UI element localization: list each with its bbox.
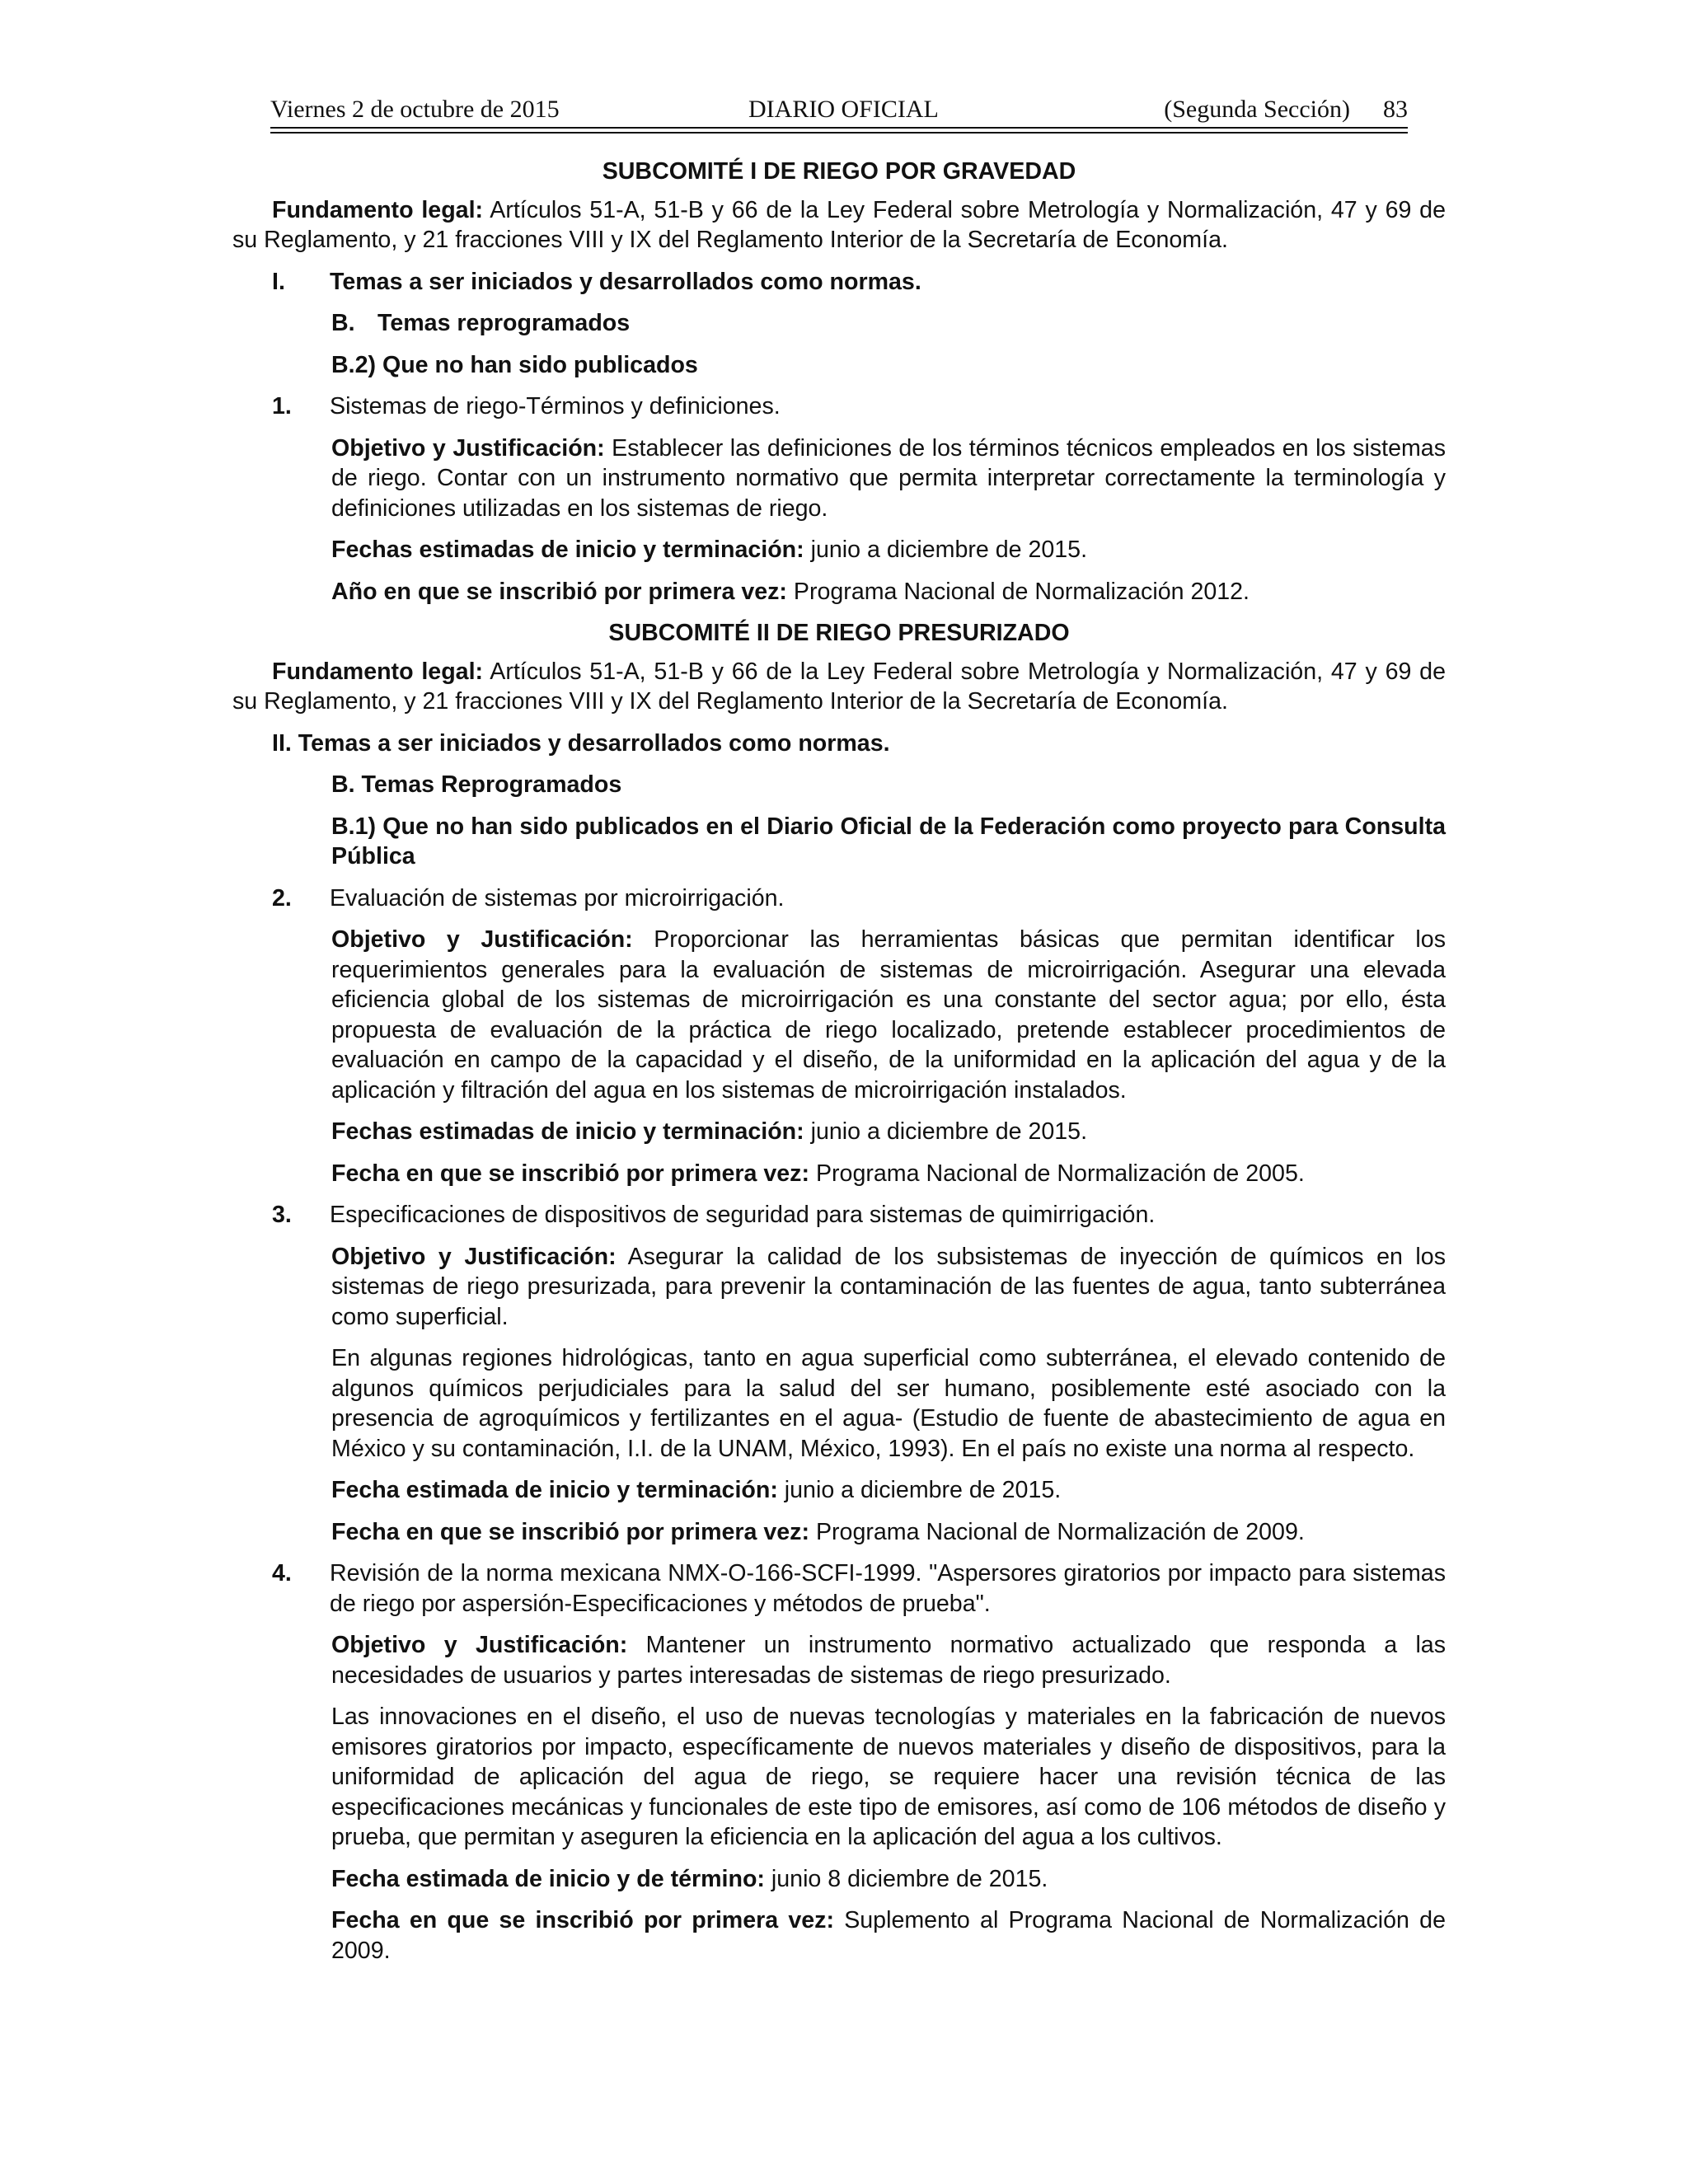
fecha-inscripcion-2 <box>232 1159 1446 1189</box>
header-date: Viernes 2 de octubre de 2015 <box>270 96 560 123</box>
objetivo-2 <box>232 925 1446 1105</box>
list-item-number: 4. <box>272 1560 292 1586</box>
subheading-b1: B.1) Que no han sido publicados en el Diario Oficial de la Federación como proyecto para Consulta Pública <box>331 813 1446 869</box>
paragraph-3: En algunas regiones hidrológicas, tanto en agua superficial como subterránea, el elevado contenido de algunos químicos perjudiciales para la salud del ser humano, posiblemente esté asociado con la presencia de agroquímicos y fertilizantes en el agua- (Estudio de fuente de abastecimiento de agua en México y su contaminación, I.I. de la UNAM, México, 1993). En el país no existe una norma al respecto. <box>331 1345 1446 1462</box>
objetivo-4 <box>232 1630 1446 1690</box>
subheading-b-letter: B. <box>331 310 355 336</box>
list-item-title: Evaluación de sistemas por microirrigación. <box>330 884 785 912</box>
paragraph-4: Las innovaciones en el diseño, el uso de nuevas tecnologías y materiales en la fabricación de nuevos emisores giratorios por impacto, específicamente de nuevos materiales y diseño de dispositivos, para la uniformidad de aplicación del agua de riego, se requiere hacer una revisión técnica de las especificaciones mecánicas y funcionales de este tipo de emisores, así como de 106 métodos de diseño y prueba, que permitan y aseguren la eficiencia en la aplicación del agua a los cultivos. <box>331 1704 1446 1850</box>
list-item-4 <box>232 1558 1446 1619</box>
document-body <box>232 157 1446 1977</box>
roman-heading-1 <box>232 267 1446 298</box>
fundamento-label: Fundamento legal: <box>272 658 484 685</box>
fecha-inscripcion-text: Programa Nacional de Normalización de 2005. <box>809 1160 1305 1187</box>
fecha-estimada-3 <box>232 1475 1446 1506</box>
header-section-page <box>1164 96 1408 124</box>
fundamento-legal-2 <box>232 657 1446 717</box>
anio-text: Programa Nacional de Normalización 2012. <box>786 578 1250 605</box>
fundamento-text: Artículos 51-A, 51-B y 66 de la Ley Federal sobre Metrología y Normalización, 47 y 69 de su Reglamento, y 21 fracciones VIII y IX del Reglamento Interior de la Secretaría de Economía. <box>232 658 1446 715</box>
fundamento-legal-1 <box>232 195 1446 255</box>
anio-inscripcion-1 <box>232 577 1446 607</box>
list-item-title: Especificaciones de dispositivos de seguridad para sistemas de quimirrigación. <box>330 1202 1156 1228</box>
list-item-number: 1. <box>272 393 292 419</box>
fechas-1 <box>232 535 1446 565</box>
fecha-inscripcion-text: Programa Nacional de Normalización de 2009. <box>809 1518 1305 1545</box>
fechas-label: Fechas estimadas de inicio y terminación: <box>331 537 804 563</box>
fecha-estimada-4 <box>232 1864 1446 1895</box>
objetivo-text: Proporcionar las herramientas básicas que permitan identificar los requerimientos generales para la evaluación de sistemas de microirrigación. Asegurar una elevada eficiencia global de los sistemas de microirrigación es una constante del sector agua; por ello, ésta propuesta de evaluación de la práctica de riego localizado, pretende establecer procedimientos de evaluación en campo de la capacidad y el diseño, de la uniformidad en la aplicación del agua y de la aplicación y filtración del agua en los sistemas de microirrigación instalados. <box>331 926 1446 1104</box>
fechas-text: junio a diciembre de 2015. <box>804 537 1088 563</box>
objetivo-3 <box>232 1242 1446 1333</box>
list-item-3 <box>232 1200 1446 1230</box>
list-item-title: Revisión de la norma mexicana NMX-O-166-SCFI-1999. "Aspersores giratorios por impacto para sistemas de riego por aspersión-Especificaciones y métodos de prueba". <box>330 1560 1446 1617</box>
header-page-number: 83 <box>1383 96 1408 123</box>
fecha-inscripcion-3 <box>232 1517 1446 1548</box>
fechas-2 <box>232 1117 1446 1147</box>
fecha-estimada-label: Fecha estimada de inicio y de término: <box>331 1865 765 1892</box>
roman-heading-text: Temas a ser iniciados y desarrollados como normas. <box>330 268 921 295</box>
list-item-title: Sistemas de riego-Términos y definiciones. <box>330 393 781 419</box>
roman-numeral: I. <box>272 268 285 295</box>
roman-heading-2: II. Temas a ser iniciados y desarrollados como normas. <box>272 729 890 757</box>
header-rule-top <box>270 127 1408 129</box>
list-item-number: 3. <box>272 1202 292 1228</box>
list-item-1 <box>232 391 1446 422</box>
objetivo-label: Objetivo y Justificación: <box>331 434 605 462</box>
subheading-b-reprogramados: B. Temas Reprogramados <box>331 771 622 798</box>
fundamento-text: Artículos 51-A, 51-B y 66 de la Ley Federal sobre Metrología y Normalización, 47 y 69 de su Reglamento, y 21 fracciones VIII y IX del Reglamento Interior de la Secretaría de Economía. <box>232 196 1446 253</box>
page-header <box>270 92 1408 132</box>
fecha-estimada-label: Fecha estimada de inicio y terminación: <box>331 1477 778 1503</box>
objetivo-label: Objetivo y Justificación: <box>331 1243 617 1270</box>
fundamento-label: Fundamento legal: <box>272 196 484 223</box>
objetivo-text: Establecer las definiciones de los términos técnicos empleados en los sistemas de riego. Contar con un instrumento normativo que permita interpretar correctamente la terminología y definiciones utilizadas en los sistemas de riego. <box>331 434 1446 522</box>
fecha-inscripcion-label: Fecha en que se inscribió por primera vez: <box>331 1160 810 1187</box>
fechas-label: Fechas estimadas de inicio y terminación: <box>331 1118 804 1145</box>
subheading-b <box>232 308 1446 339</box>
subheading-b-text: Temas reprogramados <box>377 310 631 336</box>
header-publication: DIARIO OFICIAL <box>748 96 939 123</box>
objetivo-label: Objetivo y Justificación: <box>331 926 633 953</box>
fechas-text: junio a diciembre de 2015. <box>804 1118 1088 1145</box>
objetivo-text: Asegurar la calidad de los subsistemas de inyección de químicos en los sistemas de riego presurizada, para prevenir la contaminación de las fuentes de agua, tanto subterránea como superficial. <box>331 1243 1446 1330</box>
header-rule-bottom <box>270 132 1408 134</box>
fecha-estimada-text: junio 8 diciembre de 2015. <box>764 1865 1048 1892</box>
list-item-2 <box>232 883 1446 914</box>
fecha-inscripcion-4 <box>232 1905 1446 1966</box>
subheading-b2: B.2) Que no han sido publicados <box>331 351 698 378</box>
objetivo-text: Mantener un instrumento normativo actualizado que responda a las necesidades de usuarios y partes interesadas de sistemas de riego presurizado. <box>331 1632 1446 1689</box>
objetivo-label: Objetivo y Justificación: <box>331 1632 628 1658</box>
section-title-subcomite-2: SUBCOMITÉ II DE RIEGO PRESURIZADO <box>608 620 1070 646</box>
fecha-inscripcion-label: Fecha en que se inscribió por primera vez: <box>331 1518 810 1545</box>
list-item-number: 2. <box>272 884 292 912</box>
section-title-subcomite-1: SUBCOMITÉ I DE RIEGO POR GRAVEDAD <box>602 158 1076 185</box>
fecha-inscripcion-text: Suplemento al Programa Nacional de Normalización de 2009. <box>331 1907 1446 1964</box>
fecha-estimada-text: junio a diciembre de 2015. <box>777 1477 1062 1503</box>
header-section: (Segunda Sección) <box>1164 96 1350 123</box>
anio-label: Año en que se inscribió por primera vez: <box>331 578 787 605</box>
fecha-inscripcion-label: Fecha en que se inscribió por primera vez: <box>331 1907 834 1933</box>
objetivo-1 <box>232 434 1446 524</box>
